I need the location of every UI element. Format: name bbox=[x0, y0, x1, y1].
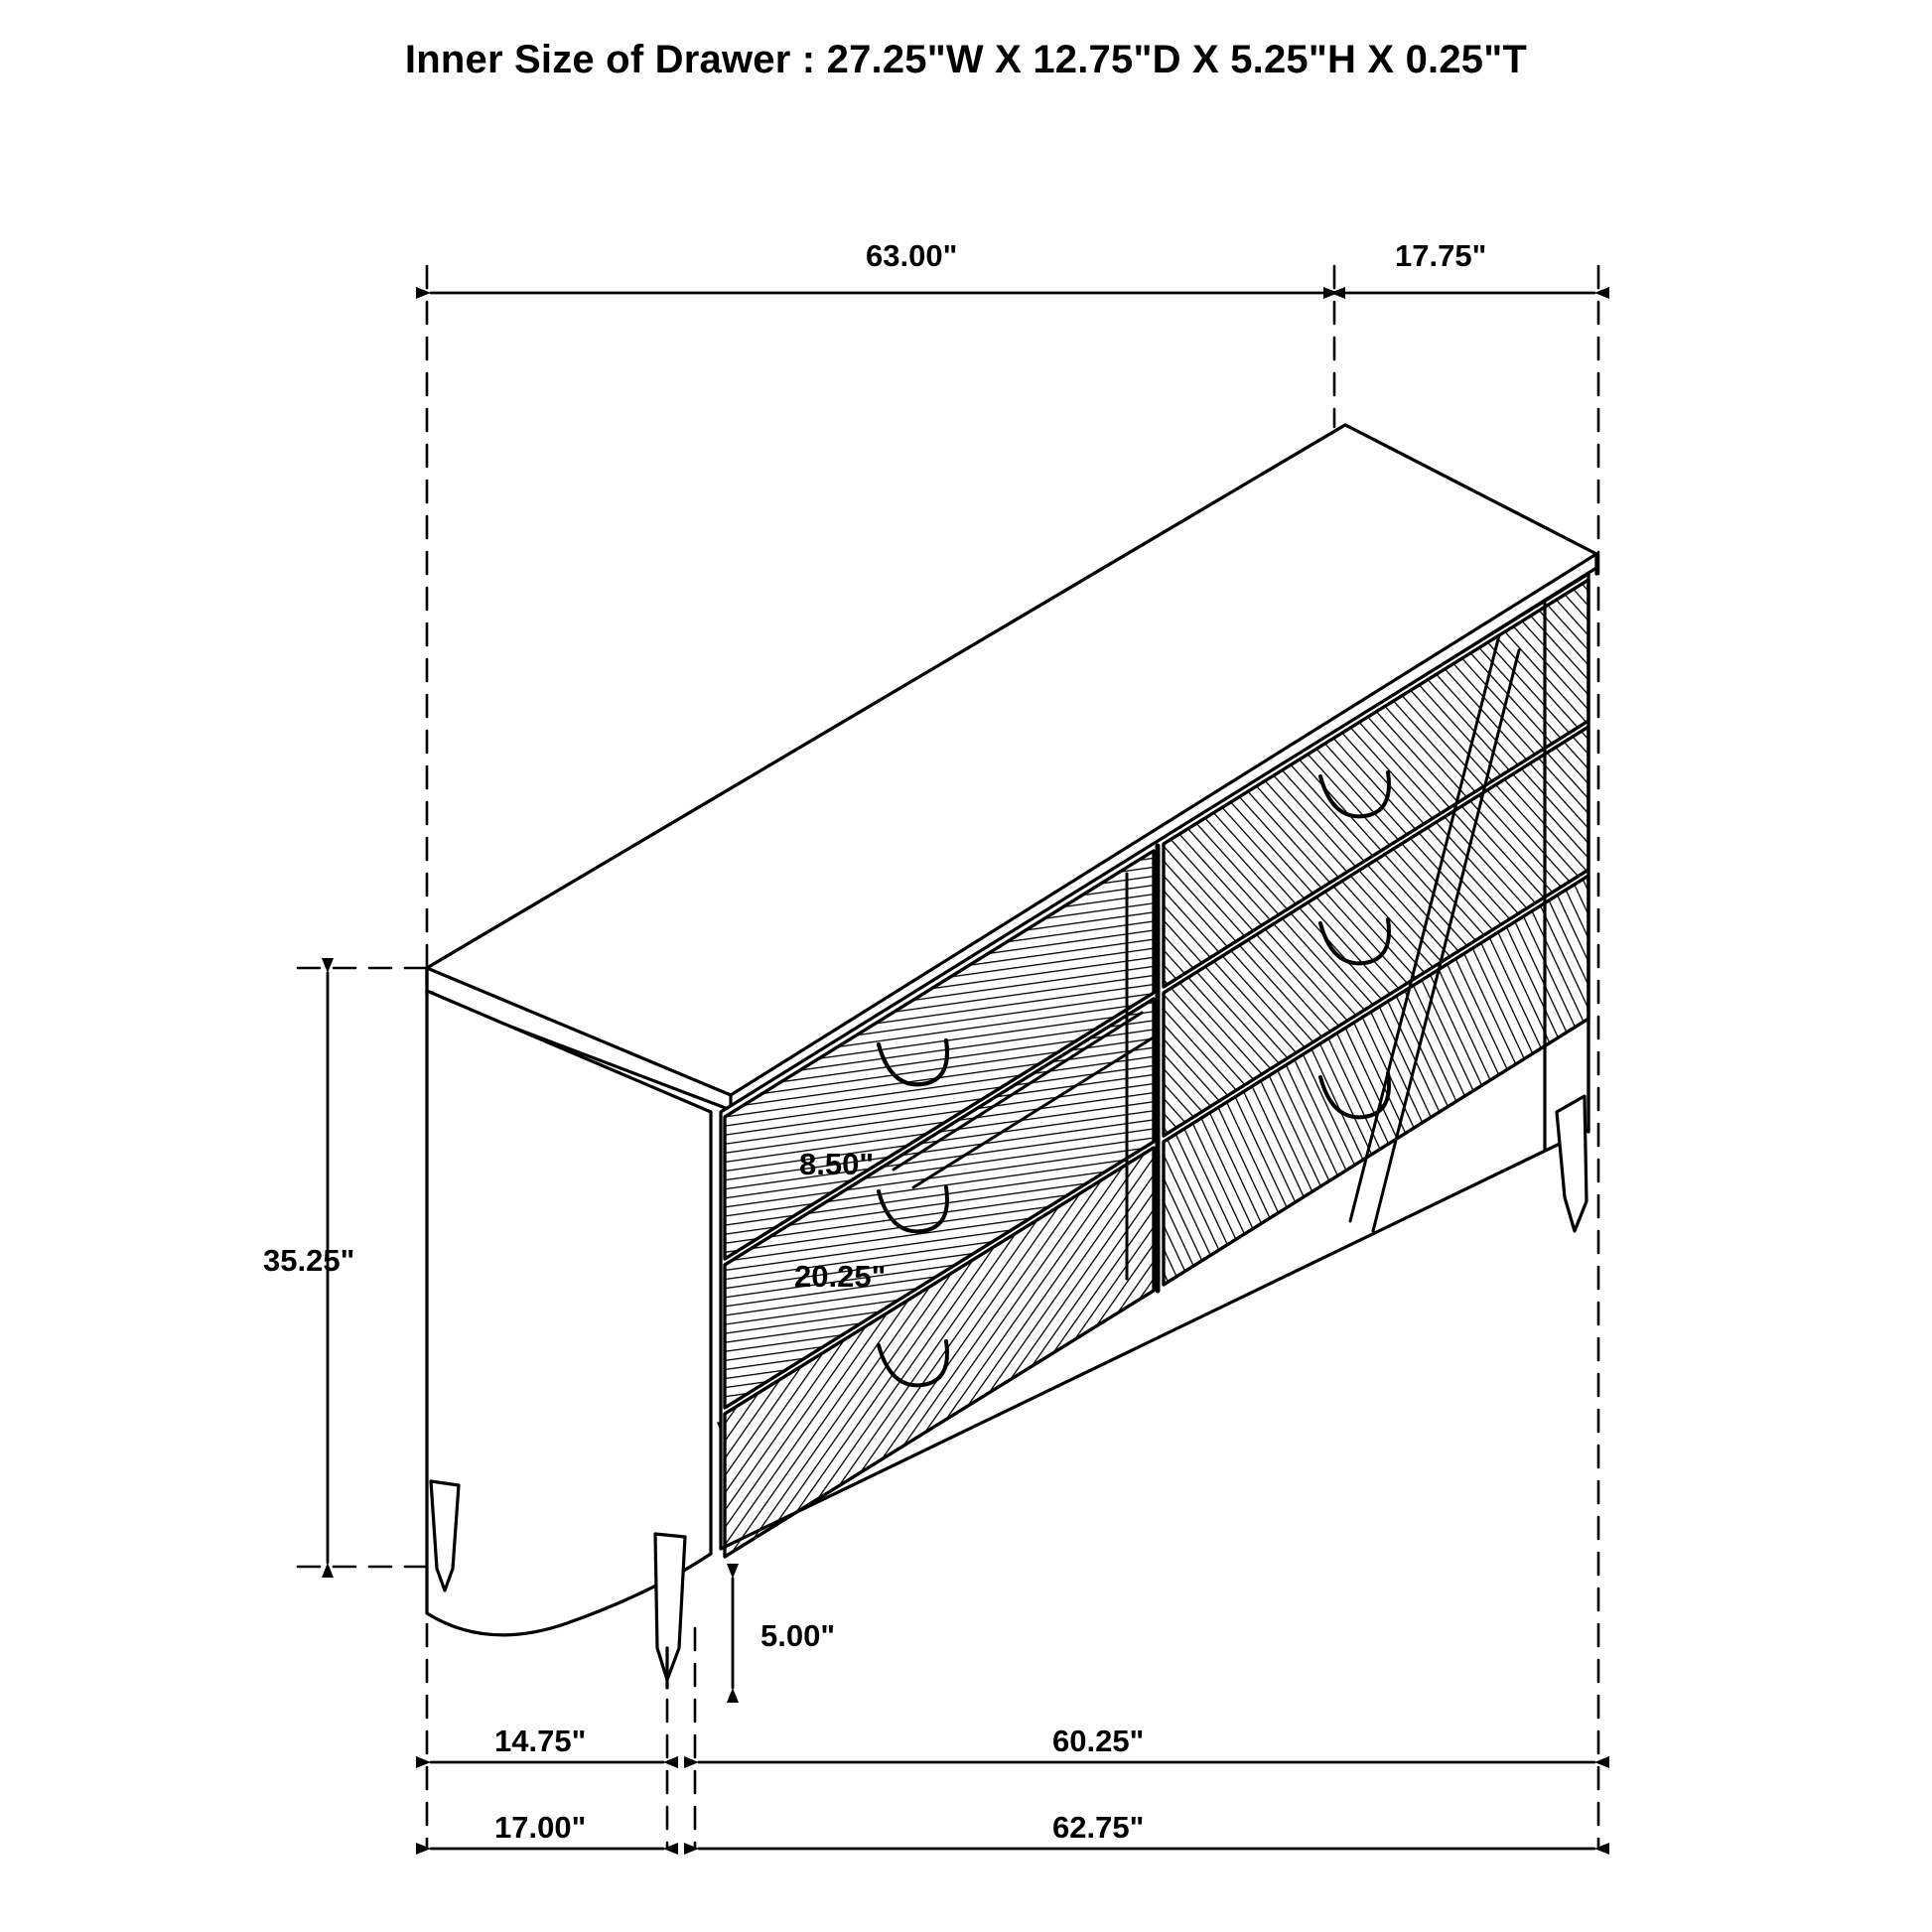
dimension-label-height: 35.25" bbox=[263, 1243, 355, 1278]
dimension-label-foot-depth: 17.00" bbox=[494, 1810, 587, 1845]
dimension-label-top-depth: 17.75" bbox=[1395, 238, 1487, 273]
dimension-label-foot-width: 62.75" bbox=[1052, 1810, 1145, 1845]
dimension-label-drawer-width: 20.25" bbox=[794, 1259, 887, 1294]
page-title: Inner Size of Drawer : 27.25"W X 12.75"D X 5.25"H X 0.25"T bbox=[404, 38, 1528, 81]
dimension-label-base-depth: 14.75" bbox=[494, 1724, 587, 1758]
dimension-label-leg-height: 5.00" bbox=[760, 1618, 836, 1653]
dimension-label-top-width: 63.00" bbox=[866, 238, 958, 273]
dimension-label-base-width: 60.25" bbox=[1052, 1724, 1145, 1758]
dimension-label-drawer-height: 8.50" bbox=[799, 1147, 875, 1181]
